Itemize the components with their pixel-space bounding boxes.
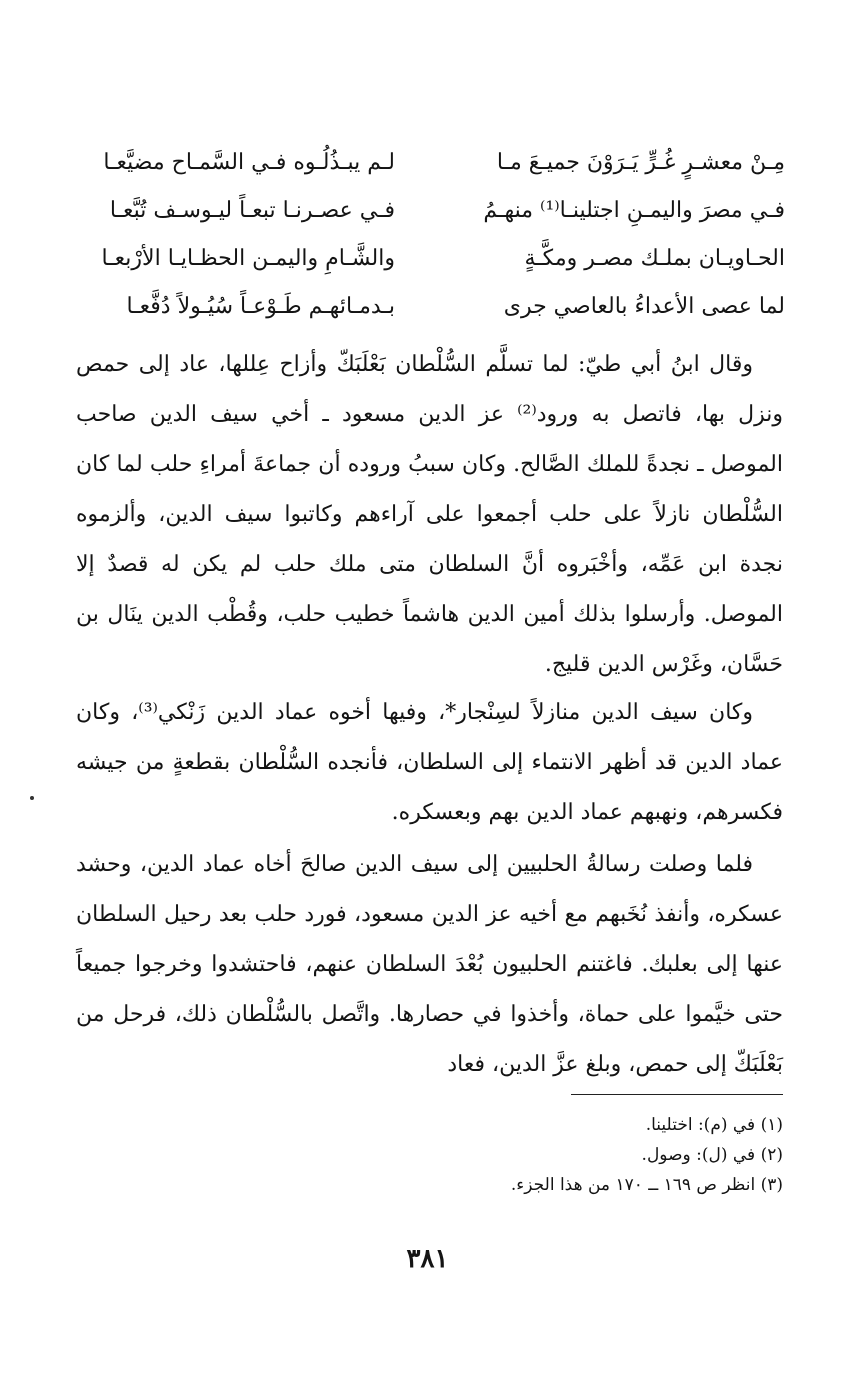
paragraph-text: وكان سيف الدين منازلاً لسِنْجار*، وفيها أخوه عماد الدين زَنْكي⁽³⁾، وكان عماد الدين قد أظهر الانتماء إلى السلطان، فأنجده السُّلْطان بقطعةٍ من جيشه فكسرهم، ونهبهم عماد الدين بهم وبعسكره. [76,700,783,825]
footnote: (٣) انظر ص ١٦٩ ــ ١٧٠ من هذا الجزء. [510,1175,783,1195]
footnote: (١) في (م): اختلينا. [645,1115,783,1135]
verse-second-hemistich: لـم يبـذُلُـوه فـي السَّمـاح مضيَّعـا [103,149,395,175]
poem-verse [65,282,785,330]
poem [65,138,785,330]
poem-verse [65,234,785,282]
footnote-divider [571,1094,783,1095]
footnote: (٢) في (ل): وصول. [641,1145,783,1165]
page-number: ٣٨١ [406,1244,449,1274]
verse-second-hemistich: بـدمـائهـم طَـوْعـاً سُيُـولاً دُفَّعـا [126,293,395,319]
footnotes [83,1110,783,1200]
scan-speck [30,796,34,800]
verse-first-hemistich: فـي مصرَ واليمـنِ اجتلينـا⁽¹⁾ منهـمُ [483,197,785,223]
body-paragraph [76,840,783,1090]
poem-verse [65,138,785,186]
verse-first-hemistich: لما عصى الأعداءُ بالعاصي جرى [503,293,785,319]
paragraph-text: وقال ابنُ أبي طيّ: لما تسلَّم السُّلْطان بَعْلَبَكّ وأزاح عِللها، عاد إلى حمص ونزل بها، فاتصل به ورود⁽²⁾ عز الدين مسعود ـ أخي سيف الدين صاحب الموصل ـ نجدةً للملك الصَّالح. وكان سببُ وروده أن جماعةَ أمراءِ حلب لما كان السُّلْطان نازلاً على حلب أجمعوا على آراءهم وكاتبوا سيف الدين، وألزموه نجدة ابن عَمِّه، وأخْبَروه أنَّ السلطان متى ملك حلب لم يكن له قصدٌ إلا الموصل. وأرسلوا بذلك أمين الدين هاشماً خطيب حلب، وقُطْب الدين ينَال بن حَسَّان، وغَرْس الدين قليج. [76,352,783,677]
verse-second-hemistich: فـي عصـرنـا تبعـاً ليـوسـف تُبَّعـا [109,197,395,223]
body-paragraph [76,688,783,838]
verse-second-hemistich: والشَّـامِ واليمـن الحظـايـا الأرْبعـا [101,245,395,271]
paragraph-text: فلما وصلت رسالةُ الحلبيين إلى سيف الدين صالحَ أخاه عماد الدين، وحشد عسكره، وأنفذ نُخَبهم مع أخيه عز الدين مسعود، فورد حلب بعد رحيل السلطان عنها إلى بعلبك. فاغتنم الحلبيون بُعْدَ السلطان عنهم، فاحتشدوا وخرجوا جميعاً حتى خيَّموا على حماة، وأخذوا في حصارها. واتَّصل بالسُّلْطان ذلك، فرحل من بَعْلَبَكّ إلى حمص، وبلغ عزَّ الدين، فعاد [76,852,783,1077]
poem-verse [65,186,785,234]
verse-first-hemistich: مِـنْ معشـرٍ غُـرٍّ يَـرَوْنَ جميـعَ مـا [496,149,785,175]
body-paragraph [76,340,783,690]
verse-first-hemistich: الحـاويـان بملـك مصـر ومكَّـةٍ [524,245,785,271]
